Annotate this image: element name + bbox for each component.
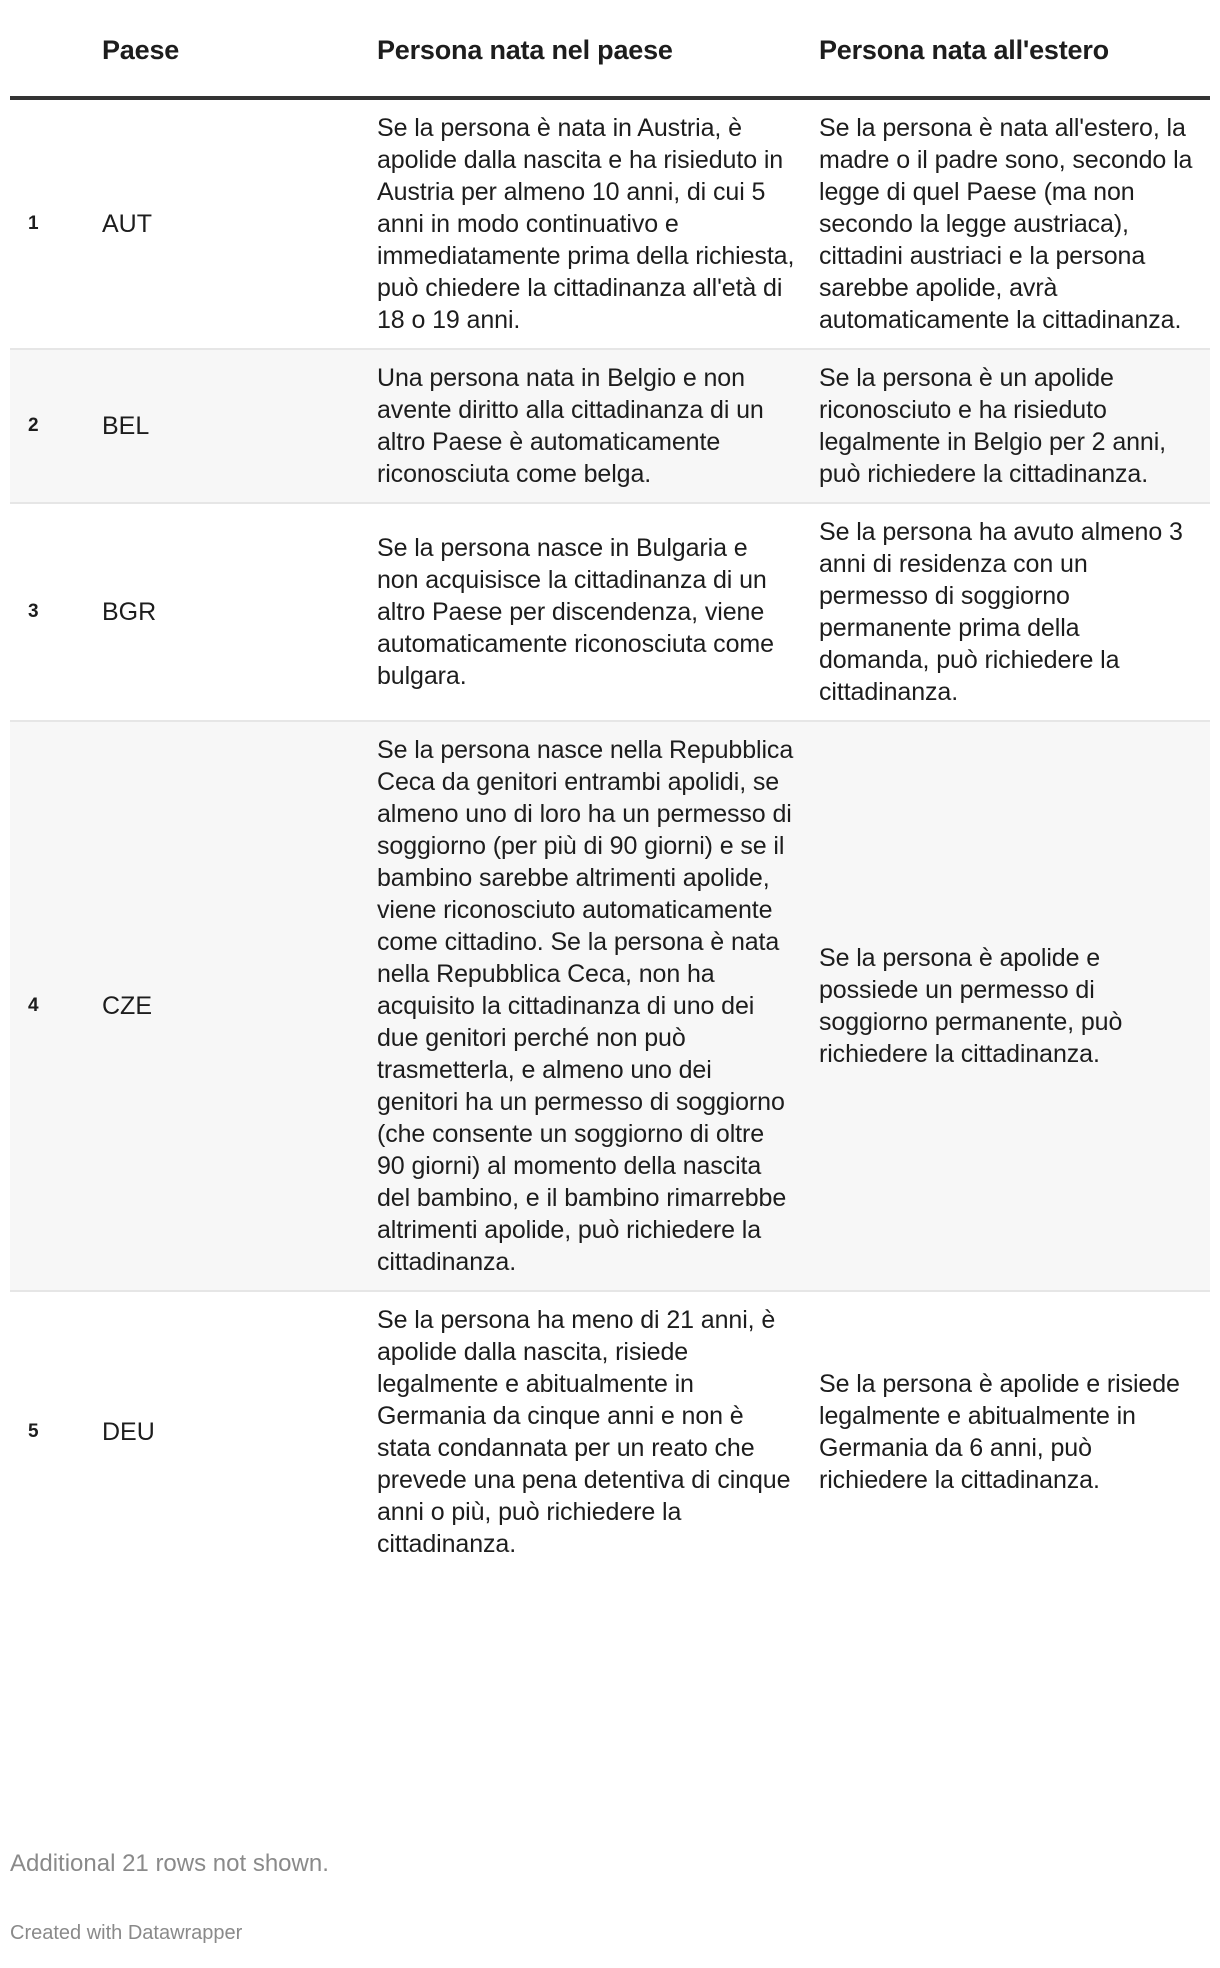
header-born-abroad[interactable]: Persona nata all'estero [819, 0, 1210, 98]
country-code: DEU [102, 1418, 155, 1446]
row-number: 2 [10, 349, 102, 503]
born-abroad-cell: Se la persona è apolide e risiede legalmente e abitualmente in Germania da 6 anni, può richiedere la cittadinanza. [819, 1370, 1180, 1494]
table-body [10, 98, 1210, 1572]
header-row [10, 0, 1210, 98]
country-code: BGR [102, 598, 157, 626]
table-header [10, 0, 1210, 98]
table-row [10, 503, 1210, 721]
datawrapper-table-container [10, 0, 1210, 1572]
country-code: BEL [102, 349, 377, 503]
row-number: 3 [28, 601, 39, 622]
header-country[interactable]: Paese [102, 0, 377, 98]
table-notes: Additional 21 rows not shown. [10, 1850, 329, 1877]
born-abroad-cell: Se la persona è apolide e possiede un permesso di soggiorno permanente, può richiedere la cittadinanza. [819, 721, 1210, 1291]
table-row [10, 349, 1210, 503]
credit-link[interactable]: Created with Datawrapper [10, 1922, 243, 1944]
born-in-country-cell: Se la persona ha meno di 21 anni, è apolide dalla nascita, risiede legalmente e abitualmente in Germania da cinque anni e non è stata condannata per un reato che prevede una pena detentiva di cinque anni o più, può richiedere la cittadinanza. [377, 1306, 791, 1558]
header-born-in-country[interactable]: Persona nata nel paese [377, 0, 819, 98]
row-number: 1 [28, 213, 39, 234]
born-in-country-cell: Se la persona nasce nella Repubblica Ceca da genitori entrambi apolidi, se almeno uno di loro ha un permesso di soggiorno (per più di 90 giorni) e se il bambino sarebbe altrimenti apolide, viene riconosciuto automaticamente come cittadino. Se la persona è nata nella Repubblica Ceca, non ha acquisito la cittadinanza di uno dei due genitori perché non può trasmetterla, e almeno uno dei genitori ha un permesso di soggiorno (che consente un soggiorno di oltre 90 giorni) al momento della nascita del bambino, e il bambino rimarrebbe altrimenti apolide, può richiedere la cittadinanza. [377, 721, 819, 1291]
citizenship-table [10, 0, 1210, 1572]
born-in-country-cell: Se la persona è nata in Austria, è apolide dalla nascita e ha risieduto in Austria per almeno 10 anni, di cui 5 anni in modo continuativo e immediatamente prima della richiesta, può chiedere la cittadinanza all'età di 18 o 19 anni. [377, 114, 795, 334]
born-abroad-cell: Se la persona è un apolide riconosciuto e ha risieduto legalmente in Belgio per 2 anni, può richiedere la cittadinanza. [819, 349, 1210, 503]
header-number[interactable] [10, 0, 102, 98]
row-number: 5 [28, 1421, 39, 1442]
table-row [10, 98, 1210, 349]
table-row [10, 721, 1210, 1291]
row-number: 4 [10, 721, 102, 1291]
born-in-country-cell: Se la persona nasce in Bulgaria e non acquisisce la cittadinanza di un altro Paese per discendenza, viene automaticamente riconosciuta come bulgara. [377, 534, 774, 690]
table-row [10, 1291, 1210, 1572]
country-code: CZE [102, 721, 377, 1291]
born-in-country-cell: Una persona nata in Belgio e non avente diritto alla cittadinanza di un altro Paese è automaticamente riconosciuta come belga. [377, 349, 819, 503]
born-abroad-cell: Se la persona è nata all'estero, la madre o il padre sono, secondo la legge di quel Paese (ma non secondo la legge austriaca), cittadini austriaci e la persona sarebbe apolide, avrà automaticamente la cittadinanza. [819, 114, 1193, 334]
born-abroad-cell: Se la persona ha avuto almeno 3 anni di residenza con un permesso di soggiorno permanente prima della domanda, può richiedere la cittadinanza. [819, 518, 1183, 706]
country-code: AUT [102, 210, 152, 238]
